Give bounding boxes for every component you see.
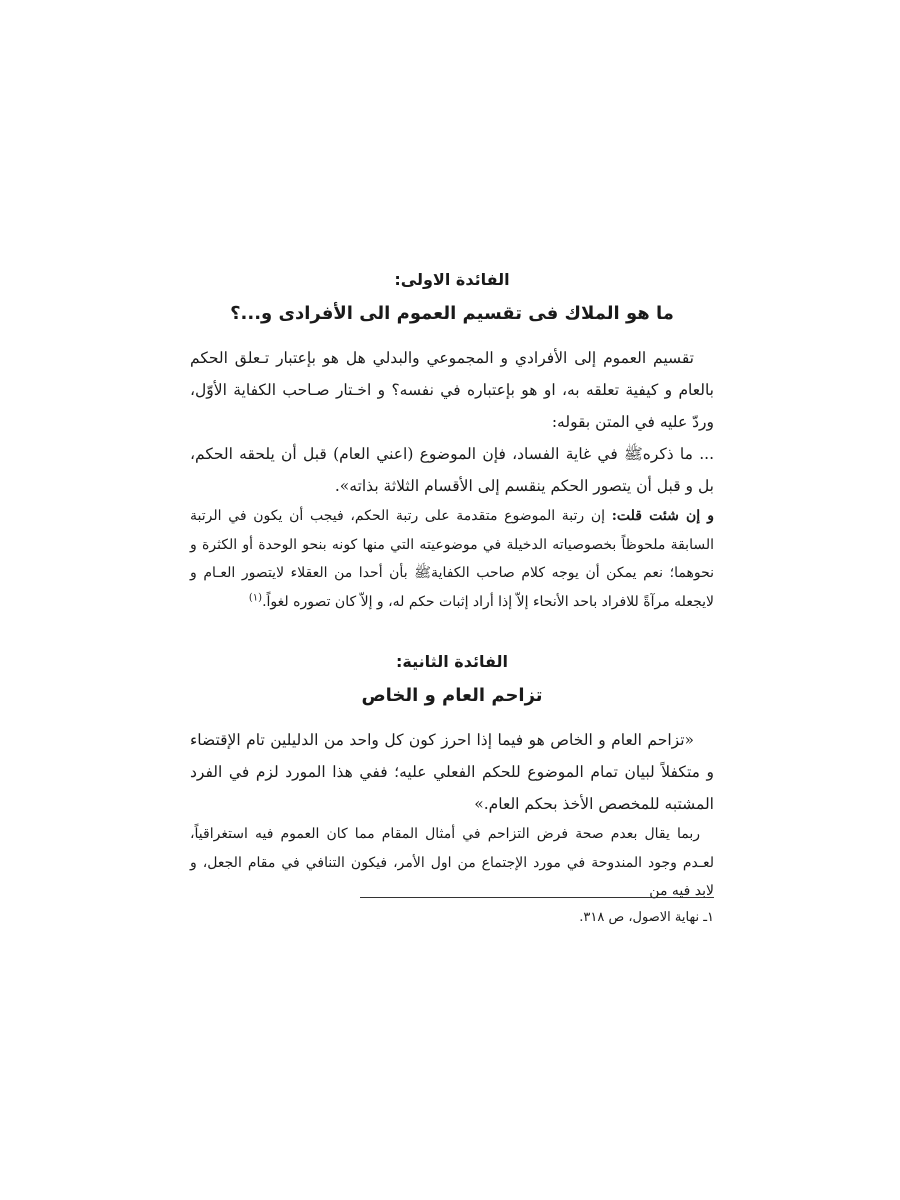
para2-text: إن رتبة الموضوع متقدمة على رتبة الحكم، فيجب أن يكون في الرتبة السابقة ملحوظاً بخصوصياته الدخيلة في موضوعيته التي منها كونه بنحو الوحدة أو الكثرة و نحوهما؛ نعم يمكن أن يوجه كلام صاحب الكفايةﷺ بأن أحدا من العقلاء لايتصور العـام و لايجعله مرآةً للافراد باحد الأنحاء إلاّ إذا أراد إثبات حكم له، و إلاّ كان تصوره لغواً. bbox=[190, 508, 714, 610]
para2-lead: و إن شئت قلت: bbox=[611, 508, 714, 524]
section2-title: تزاحم العام و الخاص bbox=[361, 685, 543, 706]
footnote-ref: (١) bbox=[248, 591, 263, 603]
section1-para2 bbox=[190, 502, 714, 616]
section1-title: ما هو الملاك فى تقسيم العموم الى الأفرادى و...؟ bbox=[230, 303, 674, 324]
section1-heading: الفائدة الاولى: bbox=[394, 270, 510, 289]
section2-para: ربما يقال بعدم صحة فرض التزاحم في أمثال المقام مما كان العموم فيه استغراقياً، لعـدم وجود المندوحة في مورد الإجتماع من اول الأمر، فيكون التنافي في مقام الجعل، و لابد فيه من bbox=[190, 826, 714, 899]
section1-para1: تقسيم العموم إلى الأفرادي و المجموعي والبدلي هل هو بإعتبار تـعلق الحكم بالعام و كيفية تعلقه به، او هو بإعتباره في نفسه؟ و اخـتار صـاحب الكفاية الأوّل، وردّ عليه في المتن بقوله: bbox=[190, 349, 714, 431]
section2-quote: «تزاحم العام و الخاص هو فيما إذا احرز كون كل واحد من الدليلين تام الإقتضاء و متكفلاً لبيان تمام الموضوع للحكم الفعلي عليه؛ ففي هذا المورد لزم في الفرد المشتبه للمخصص الأخذ بحكم العام.» bbox=[190, 731, 714, 813]
page-content bbox=[190, 270, 714, 906]
section2-heading: الفائدة الثانية: bbox=[396, 652, 508, 671]
footnote: ١ـ نهاية الاصول، ص ٣١٨. bbox=[579, 910, 714, 925]
footnote-divider bbox=[360, 897, 714, 898]
section1-quote: ... ما ذكرهﷺ في غاية الفساد، فإن الموضوع (اعني العام) قبل أن يلحقه الحكم، بل و قبل أن يتصور الحكم ينقسم إلى الأقسام الثلاثة بذاته». bbox=[190, 445, 714, 495]
